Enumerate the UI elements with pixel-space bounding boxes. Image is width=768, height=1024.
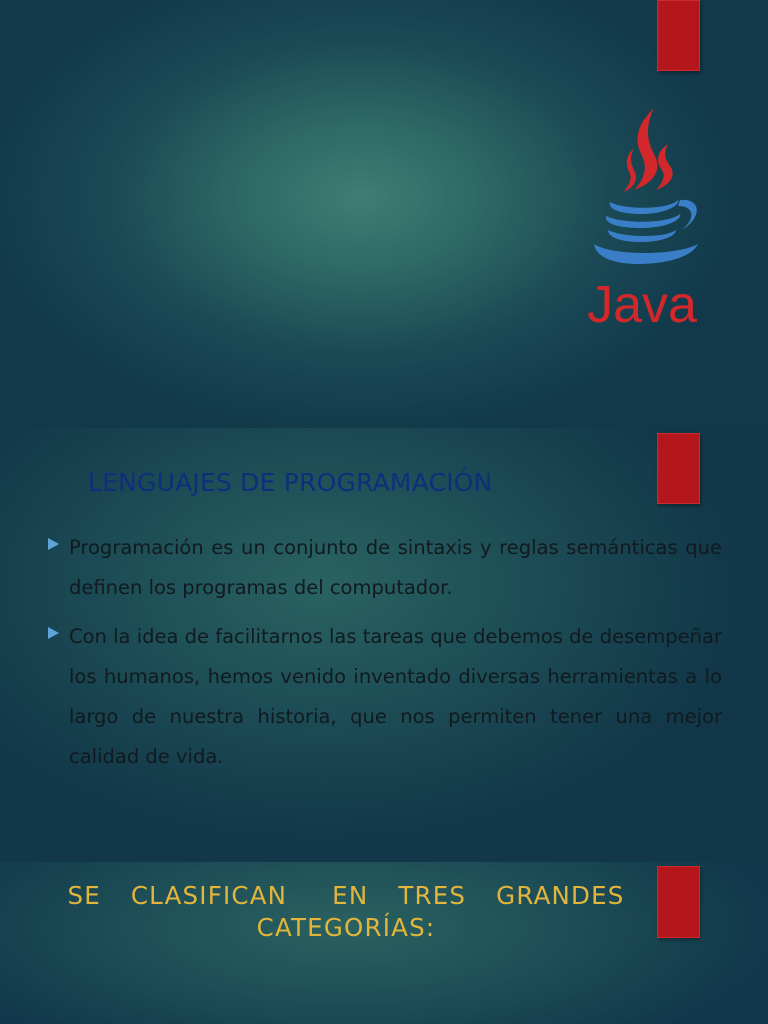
slide-heading [60,880,632,944]
heading-line-2: CATEGORÍAS: [256,913,436,942]
slide-java-logo [0,0,768,428]
java-coffee-cup-icon [594,108,698,264]
heading-line-1: SE CLASIFICAN EN TRES GRANDES [67,881,625,910]
bullet-item [44,617,722,777]
java-wordmark: Java [587,276,697,334]
slide-categorias [0,862,768,1024]
slide-lenguajes [0,428,768,862]
red-accent-bar [657,433,700,504]
triangle-bullet-icon [48,538,59,550]
bullet-text: Programación es un conjunto de sintaxis y reglas semánticas que definen los programas del computador. [69,536,722,599]
bullet-list [44,528,722,786]
slide-title: LENGUAJES DE PROGRAMACIÓN [88,468,493,497]
triangle-bullet-icon [48,627,59,639]
red-accent-bar [657,866,700,938]
bullet-item [44,528,722,608]
red-accent-bar [657,0,700,71]
bullet-text: Con la idea de facilitarnos las tareas que debemos de desempeñar los humanos, hemos venido inventado diversas herramientas a lo largo de nuestra historia, que nos permiten tener una mejor calidad de vida. [69,625,722,768]
java-logo [572,100,712,340]
